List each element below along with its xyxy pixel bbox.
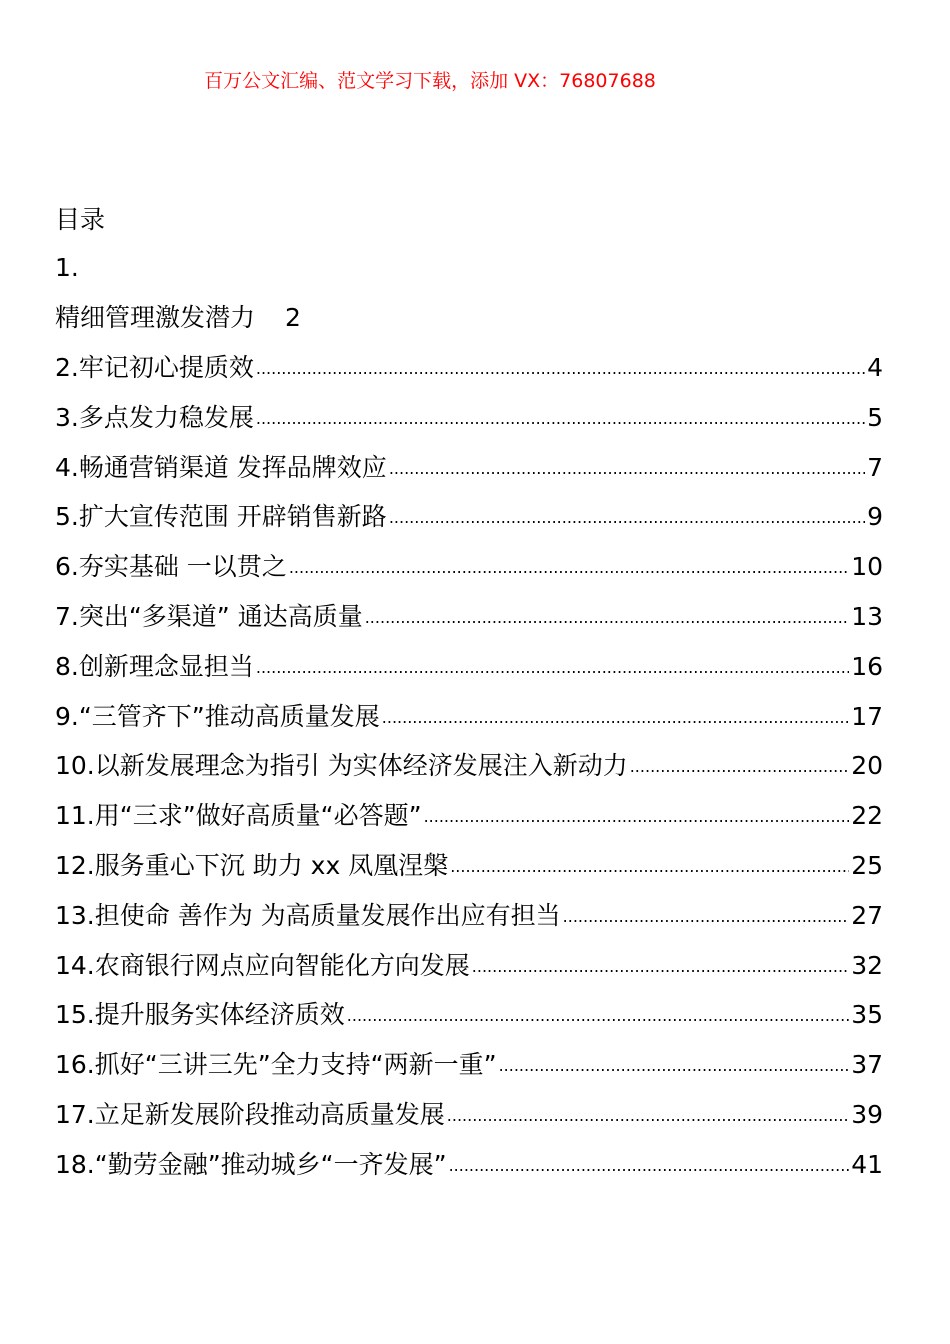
toc-dot-leader [256, 643, 849, 690]
toc-entry-page: 20 [851, 751, 883, 781]
toc-entry[interactable] [55, 1093, 883, 1143]
toc-entry-label: 7.突出“多渠道” 通达高质量 [55, 601, 363, 631]
toc-entry[interactable] [55, 396, 883, 446]
toc-dot-leader [256, 394, 865, 441]
toc-entry-page: 17 [851, 701, 883, 731]
toc-entry[interactable] [55, 744, 883, 794]
toc-dot-leader [256, 344, 865, 391]
toc-dot-leader [472, 942, 849, 989]
toc-entry[interactable] [55, 1043, 883, 1093]
toc-entry-label: 2.牢记初心提质效 [55, 353, 254, 382]
toc-entry[interactable] [55, 595, 883, 645]
toc-dot-leader [382, 693, 849, 740]
toc-entry[interactable] [55, 495, 883, 545]
toc-entry[interactable] [55, 695, 883, 745]
toc-entry-1[interactable] [55, 296, 883, 346]
toc-entry-label: 11.用“三求”做好高质量“必答题” [55, 801, 422, 831]
toc-dot-leader [630, 742, 849, 789]
toc-entry-label: 精细管理激发潜力 [55, 303, 256, 332]
toc-dot-leader [424, 792, 850, 839]
toc-entry-label: 3.多点发力稳发展 [55, 402, 254, 432]
table-of-contents [55, 198, 883, 1193]
toc-dot-leader [450, 842, 849, 889]
toc-entry-page: 27 [851, 900, 883, 930]
toc-entry-page: 41 [851, 1149, 883, 1179]
toc-list [55, 346, 883, 1193]
toc-entry[interactable] [55, 844, 883, 894]
toc-dot-leader [499, 1041, 850, 1088]
header-promo-note: 百万公文汇编、范文学习下载，添加 VX：76807688 [204, 70, 656, 92]
toc-entry-page: 35 [851, 1000, 883, 1030]
toc-dot-leader [449, 1141, 850, 1188]
toc-entry-label: 18.“勤劳金融”推动城乡“一齐发展” [55, 1149, 447, 1179]
toc-entry-label: 13.担使命 善作为 为高质量发展作出应有担当 [55, 900, 561, 930]
toc-entry-page: 7 [867, 452, 883, 482]
toc-dot-leader [365, 593, 849, 640]
toc-entry[interactable] [55, 894, 883, 944]
toc-entry[interactable] [55, 993, 883, 1043]
toc-dot-leader [347, 991, 849, 1038]
toc-entry-label: 10.以新发展理念为指引 为实体经济发展注入新动力 [55, 751, 628, 781]
toc-dot-leader [289, 543, 849, 590]
toc-entry-label: 14.农商银行网点应向智能化方向发展 [55, 950, 470, 980]
toc-entry-page: 10 [851, 552, 883, 582]
toc-entry-page: 2 [285, 303, 301, 332]
toc-entry[interactable] [55, 446, 883, 496]
toc-entry-label: 12.服务重心下沉 助力 xx 凤凰涅槃 [55, 850, 449, 880]
toc-dot-leader [563, 892, 850, 939]
toc-title: 目录 [55, 205, 106, 234]
toc-entry[interactable] [55, 794, 883, 844]
toc-entry-label: 16.抓好“三讲三先”全力支持“两新一重” [55, 1050, 497, 1080]
toc-entry-page: 16 [851, 651, 883, 681]
toc-entry-page: 32 [851, 950, 883, 980]
toc-entry[interactable] [55, 1143, 883, 1193]
toc-entry-label: 15.提升服务实体经济质效 [55, 1000, 345, 1030]
toc-entry-label: 9.“三管齐下”推动高质量发展 [55, 701, 380, 731]
toc-dot-leader [389, 444, 865, 491]
toc-entry-page: 9 [867, 502, 883, 532]
toc-entry-page: 22 [851, 801, 883, 831]
toc-entry-page: 39 [851, 1099, 883, 1129]
toc-entry-label: 8.创新理念显担当 [55, 651, 254, 681]
toc-entry-page: 37 [851, 1050, 883, 1080]
toc-entry-label: 5.扩大宣传范围 开辟销售新路 [55, 502, 387, 532]
toc-entry-page: 4 [867, 353, 883, 382]
toc-entry[interactable] [55, 645, 883, 695]
toc-entry[interactable] [55, 346, 883, 396]
toc-entry-page: 25 [851, 850, 883, 880]
toc-entry-label: 4.畅通营销渠道 发挥品牌效应 [55, 452, 387, 482]
toc-entry-label: 6.夯实基础 一以贯之 [55, 552, 287, 582]
toc-entry-page: 13 [851, 601, 883, 631]
toc-dot-leader [389, 493, 865, 540]
toc-dot-leader [447, 1091, 849, 1138]
toc-entry-1-number: 1. [55, 253, 79, 282]
toc-entry[interactable] [55, 545, 883, 595]
toc-entry[interactable] [55, 944, 883, 994]
toc-entry-page: 5 [867, 402, 883, 432]
toc-entry-label: 17.立足新发展阶段推动高质量发展 [55, 1099, 445, 1129]
